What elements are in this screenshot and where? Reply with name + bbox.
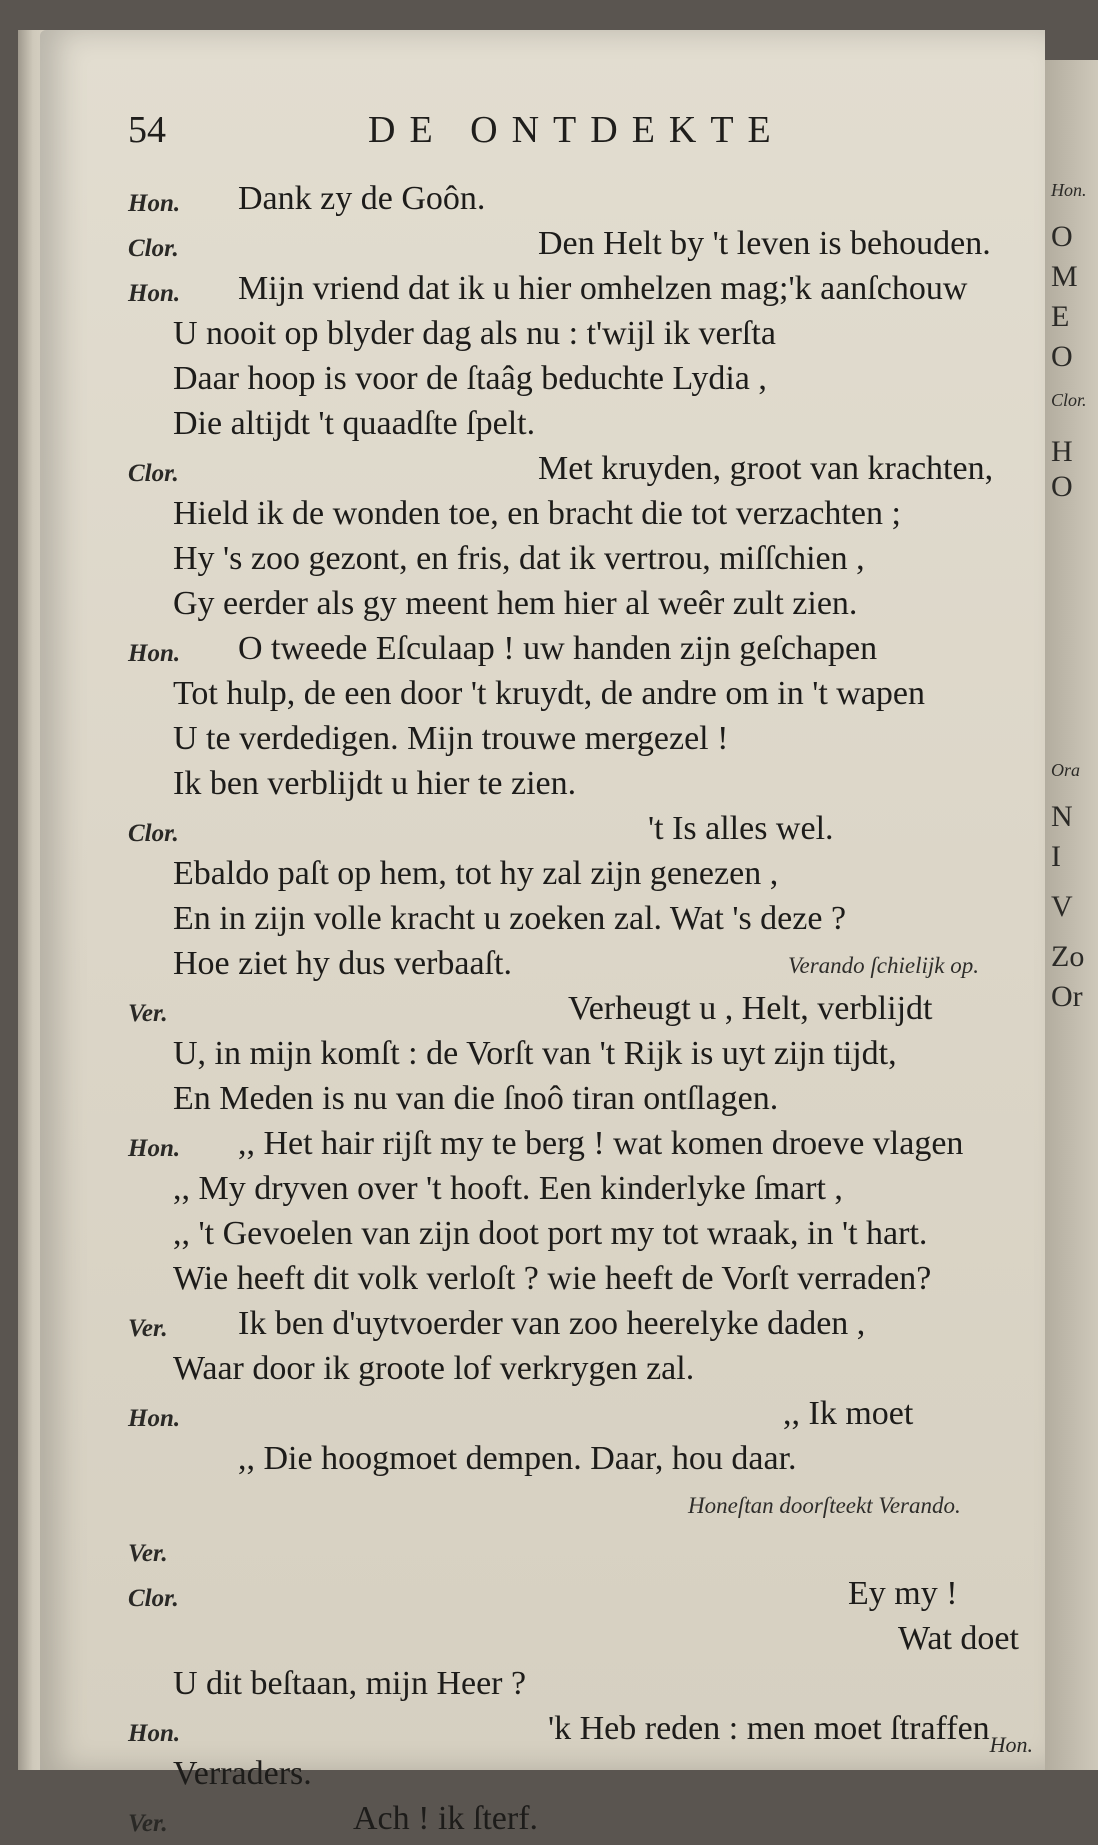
text-line <box>128 1350 1030 1395</box>
facing-page-fragment: O <box>1051 470 1073 503</box>
text-line <box>128 765 1030 810</box>
text-line <box>128 945 1030 990</box>
verse-text: Mijn vriend dat ik u hier omhelzen mag;'k aanſchouw <box>238 270 968 307</box>
stage-direction: Verando ſchielijk op. <box>788 953 979 978</box>
text-line <box>128 990 1030 1035</box>
facing-page-fragment: Ora <box>1051 760 1081 780</box>
verse-text: Waar door ik groote lof verkrygen zal. <box>173 1350 695 1387</box>
verse-text: En Meden is nu van die ſnoô tiran ontſlagen. <box>173 1080 779 1117</box>
verse-text: En in zijn volle kracht u zoeken zal. Wat 's deze ? <box>173 900 847 937</box>
verse-text: Hoe ziet hy dus verbaaſt. <box>173 945 512 982</box>
speaker-label: Clor. <box>128 820 179 847</box>
speaker-label: Clor. <box>128 460 179 487</box>
text-line <box>128 450 1030 495</box>
text-line <box>128 540 1030 585</box>
verse-text: Die altijdt 't quaadſte ſpelt. <box>173 405 536 442</box>
verse-text: Gy eerder als gy meent hem hier al weêr zult zien. <box>173 585 858 622</box>
text-line <box>128 855 1030 900</box>
speaker-label: Hon. <box>128 640 181 667</box>
text-line <box>128 720 1030 765</box>
verse-text: Ach ! ik ſterf. <box>353 1800 539 1837</box>
verse-text: ,, Ik moet <box>783 1395 914 1432</box>
verse-text: ,, Die hoogmoet dempen. Daar, hou daar. <box>238 1440 797 1477</box>
text-line <box>128 1305 1030 1350</box>
speaker-label: Ver. <box>128 1540 168 1567</box>
verse-text: Ebaldo paſt op hem, tot hy zal zijn genezen , <box>173 855 779 892</box>
text-line <box>128 1620 1030 1665</box>
text-line <box>128 675 1030 720</box>
text-line <box>128 1710 1030 1755</box>
text-line <box>128 1485 1030 1530</box>
facing-page-fragment: V <box>1051 890 1073 923</box>
verse-text: U dit beſtaan, mijn Heer ? <box>173 1665 527 1702</box>
text-line <box>128 315 1030 360</box>
verse-text: ,, My dryven over 't hooft. Een kinderlyke ſmart , <box>173 1170 843 1207</box>
verse-text: Met kruyden, groot van krachten, <box>538 450 994 487</box>
text-line <box>128 900 1030 945</box>
verse-text: ,, 't Gevoelen van zijn doot port my tot wraak, in 't hart. <box>173 1215 928 1252</box>
verse-text: Hield ik de wonden toe, en bracht die tot verzachten ; <box>173 495 901 532</box>
text-line <box>128 810 1030 855</box>
text-line <box>128 1125 1030 1170</box>
facing-page-fragment: E <box>1051 300 1070 333</box>
speaker-label: Clor. <box>128 235 179 262</box>
running-title: DE ONTDEKTE <box>368 109 785 151</box>
verse-text: Den Helt by 't leven is behouden. <box>538 225 991 262</box>
verse-text: Verraders. <box>173 1755 312 1792</box>
text-line <box>128 1080 1030 1125</box>
text-line <box>128 405 1030 450</box>
book-page <box>40 30 1045 1837</box>
text-line <box>128 1530 1030 1575</box>
facing-page-fragment: M <box>1051 260 1078 293</box>
facing-page-fragment: N <box>1051 800 1073 833</box>
verse-text: Tot hulp, de een door 't kruydt, de andre om in 't wapen <box>173 675 926 712</box>
verse-text: Wie heeft dit volk verloſt ? wie heeft de Vorſt verraden? <box>173 1260 932 1297</box>
verse-text: 't Is alles wel. <box>648 810 834 847</box>
speaker-label: Hon. <box>128 1135 181 1162</box>
facing-page-fragment: I <box>1051 840 1061 873</box>
verse-text: U nooit op blyder dag als nu : t'wijl ik verſta <box>173 315 776 352</box>
text-line <box>128 495 1030 540</box>
speaker-label: Hon. <box>128 1405 181 1432</box>
text-line <box>128 1035 1030 1080</box>
facing-page-fragment: Hon. <box>1051 180 1087 200</box>
facing-page-fragment: Zo <box>1051 940 1085 973</box>
speaker-label: Clor. <box>128 1585 179 1612</box>
text-line <box>128 1755 1030 1800</box>
verse-text: U, in mijn komſt : de Vorſt van 't Rijk is uyt zijn tijdt, <box>173 1035 897 1072</box>
verse-text: Ik ben verblijdt u hier te zien. <box>173 765 577 802</box>
text-line <box>128 1395 1030 1440</box>
speaker-label: Ver. <box>128 1810 168 1837</box>
text-line <box>128 1575 1030 1620</box>
text-line <box>128 585 1030 630</box>
verse-text: Dank zy de Goôn. <box>238 180 486 217</box>
speaker-label: Ver. <box>128 1000 168 1027</box>
text-line <box>128 1800 1030 1845</box>
verse-text: 'k Heb reden : men moet ſtraffen <box>548 1710 990 1747</box>
speaker-label: Hon. <box>128 1720 181 1747</box>
text-line <box>128 180 1030 225</box>
stage-direction: Honeſtan doorſteekt Verando. <box>688 1493 961 1518</box>
page-header <box>128 108 1005 168</box>
verse-text: U te verdedigen. Mijn trouwe mergezel ! <box>173 720 729 757</box>
facing-page-fragment: H <box>1051 435 1073 468</box>
text-line <box>128 1260 1030 1305</box>
play-text <box>128 180 1030 1845</box>
speaker-label: Hon. <box>128 190 181 217</box>
speaker-label: Hon. <box>128 280 181 307</box>
facing-page-fragment: Or <box>1051 980 1083 1013</box>
text-line <box>128 630 1030 675</box>
verse-text: Verheugt u , Helt, verblijdt <box>568 990 933 1027</box>
verse-text: Wat doet <box>898 1620 1019 1657</box>
text-line <box>128 225 1030 270</box>
text-line <box>128 1215 1030 1260</box>
verse-text: Daar hoop is voor de ſtaâg beduchte Lydia , <box>173 360 767 397</box>
facing-page-fragment: O <box>1051 340 1073 373</box>
verse-text: ,, Het hair rijſt my te berg ! wat komen droeve vlagen <box>238 1125 964 1162</box>
facing-page-fragment: O <box>1051 220 1073 253</box>
page-number: 54 <box>128 109 166 151</box>
catchword: Hon. <box>989 1732 1033 1757</box>
text-line <box>128 270 1030 315</box>
text-line <box>128 1170 1030 1215</box>
text-line <box>128 1440 1030 1485</box>
verse-text: O tweede Eſculaap ! uw handen zijn geſchapen <box>238 630 878 667</box>
facing-page-fragment: Clor. <box>1051 390 1087 410</box>
text-line <box>128 360 1030 405</box>
facing-page <box>1045 60 1098 1770</box>
verse-text: Ik ben d'uytvoerder van zoo heerelyke daden , <box>238 1305 866 1342</box>
verse-text: Hy 's zoo gezont, en fris, dat ik vertrou, miſſchien , <box>173 540 865 577</box>
text-line <box>128 1665 1030 1710</box>
speaker-label: Ver. <box>128 1315 168 1342</box>
verse-text: Ey my ! <box>848 1575 958 1612</box>
